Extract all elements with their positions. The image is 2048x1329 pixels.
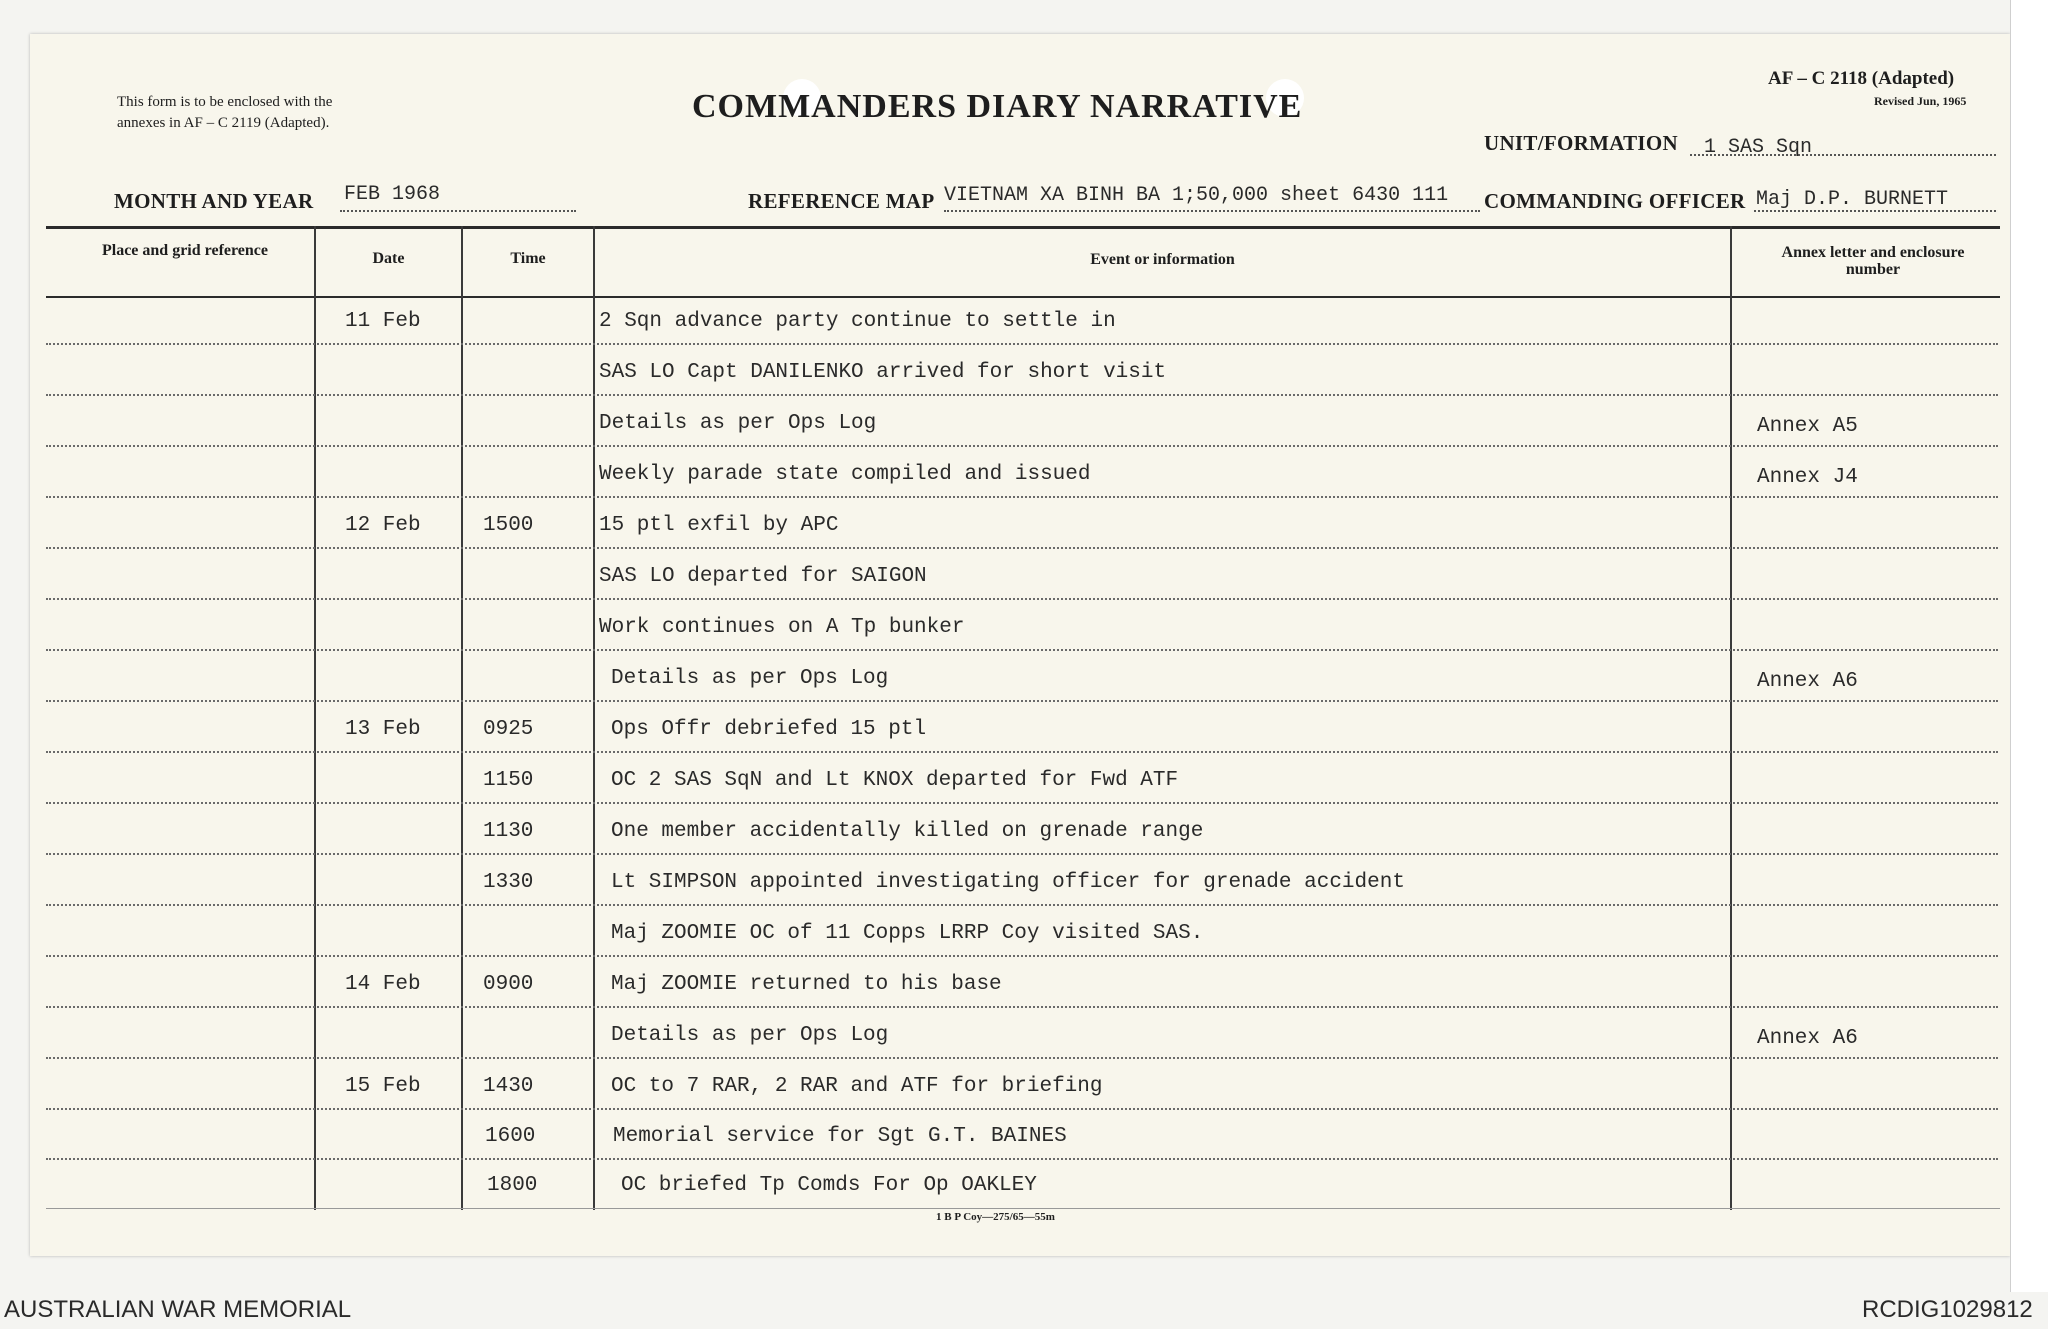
reference-map-fill-line xyxy=(944,210,1480,212)
instruction-line-1: This form is to be enclosed with the xyxy=(117,94,333,110)
event-cell: Details as per Ops Log xyxy=(599,412,877,435)
row-divider xyxy=(46,1108,1998,1110)
unit-label: UNIT/FORMATION xyxy=(1484,131,1678,155)
row-divider xyxy=(46,547,1998,549)
row-divider xyxy=(46,343,1998,345)
event-cell: OC briefed Tp Comds For Op OAKLEY xyxy=(621,1174,1037,1197)
column-header-event: Event or information xyxy=(1090,251,1235,268)
diary-form-sheet xyxy=(30,34,2010,1256)
time-cell: 1600 xyxy=(485,1125,536,1148)
date-cell: 13 Feb xyxy=(345,718,421,741)
row-divider xyxy=(46,445,1998,447)
month-year-label: MONTH AND YEAR xyxy=(114,189,314,213)
time-cell: 1800 xyxy=(487,1174,538,1197)
row-divider xyxy=(46,955,1998,957)
time-cell: 1150 xyxy=(483,769,534,792)
column-divider-time xyxy=(593,226,595,1210)
time-cell: 1130 xyxy=(483,820,534,843)
month-year-value: FEB 1968 xyxy=(344,183,441,206)
time-cell: 0925 xyxy=(483,718,534,741)
event-cell: Ops Offr debriefed 15 ptl xyxy=(611,718,927,741)
event-cell: Maj ZOOMIE OC of 11 Copps LRRP Coy visited SAS. xyxy=(611,922,1204,945)
event-cell: OC 2 SAS SqN and Lt KNOX departed for Fwd ATF xyxy=(611,769,1179,792)
time-cell: 0900 xyxy=(483,973,534,996)
row-divider xyxy=(46,496,1998,498)
instruction-line-2: annexes in AF – C 2119 (Adapted). xyxy=(117,115,330,131)
row-divider xyxy=(46,700,1998,702)
row-divider xyxy=(46,649,1998,651)
table-bottom-edge xyxy=(46,1208,2000,1209)
column-divider-place xyxy=(314,226,316,1210)
row-divider xyxy=(46,394,1998,396)
unit-value: 1 SAS Sqn xyxy=(1704,136,1813,159)
reference-map-value: VIETNAM XA BINH BA 1;50,000 sheet 6430 111 xyxy=(944,184,1449,207)
archive-source-caption: AUSTRALIAN WAR MEMORIAL xyxy=(4,1296,352,1323)
row-divider xyxy=(46,904,1998,906)
event-cell: Details as per Ops Log xyxy=(611,1024,889,1047)
row-divider xyxy=(46,1057,1998,1059)
column-header-time: Time xyxy=(510,250,546,267)
commanding-officer-value: Maj D.P. BURNETT xyxy=(1756,188,1949,211)
table-top-rule xyxy=(46,226,2000,229)
event-cell: Maj ZOOMIE returned to his base xyxy=(611,973,1002,996)
column-header-place: Place and grid reference xyxy=(101,242,269,259)
row-divider xyxy=(46,598,1998,600)
event-cell: SAS LO departed for SAIGON xyxy=(599,565,927,588)
page-title: COMMANDERS DIARY NARRATIVE xyxy=(692,88,1303,125)
date-cell: 12 Feb xyxy=(345,514,421,537)
row-divider xyxy=(46,1006,1998,1008)
annex-cell: Annex A5 xyxy=(1757,415,1858,438)
column-header-date: Date xyxy=(372,250,405,267)
column-divider-event xyxy=(1730,226,1732,1210)
event-cell: OC to 7 RAR, 2 RAR and ATF for briefing xyxy=(611,1075,1103,1098)
event-cell: Memorial service for Sgt G.T. BAINES xyxy=(613,1125,1067,1148)
table-header-rule xyxy=(46,296,2000,298)
date-cell: 15 Feb xyxy=(345,1075,421,1098)
commanding-officer-label: COMMANDING OFFICER xyxy=(1484,189,1746,213)
event-cell: 2 Sqn advance party continue to settle in xyxy=(599,310,1116,333)
reference-map-label: REFERENCE MAP xyxy=(748,189,935,213)
row-divider xyxy=(46,751,1998,753)
annex-cell: Annex J4 xyxy=(1757,466,1858,489)
event-cell: Details as per Ops Log xyxy=(611,667,889,690)
row-divider xyxy=(46,1158,1998,1160)
event-cell: One member accidentally killed on grenade range xyxy=(611,820,1204,843)
time-cell: 1430 xyxy=(483,1075,534,1098)
event-cell: Weekly parade state compiled and issued xyxy=(599,463,1091,486)
time-cell: 1500 xyxy=(483,514,534,537)
event-cell: 15 ptl exfil by APC xyxy=(599,514,839,537)
annex-cell: Annex A6 xyxy=(1757,670,1858,693)
date-cell: 14 Feb xyxy=(345,973,421,996)
event-cell: Lt SIMPSON appointed investigating officer for grenade accident xyxy=(611,871,1405,894)
annex-cell: Annex A6 xyxy=(1757,1027,1858,1050)
date-cell: 11 Feb xyxy=(345,310,421,333)
row-divider xyxy=(46,853,1998,855)
scan-background-edge xyxy=(2010,0,2048,1292)
month-year-fill-line xyxy=(340,210,576,212)
time-cell: 1330 xyxy=(483,871,534,894)
column-header-annex: Annex letter and enclosure number xyxy=(1781,244,1965,278)
printer-mark: 1 B P Coy—275/65—55m xyxy=(936,1211,1055,1223)
archive-image-id: RCDIG1029812 xyxy=(1862,1296,2033,1323)
revised-date: Revised Jun, 1965 xyxy=(1874,94,1967,108)
row-divider xyxy=(46,802,1998,804)
form-number: AF – C 2118 (Adapted) xyxy=(1768,68,1955,89)
event-cell: Work continues on A Tp bunker xyxy=(599,616,965,639)
column-divider-date xyxy=(461,226,463,1210)
event-cell: SAS LO Capt DANILENKO arrived for short visit xyxy=(599,361,1167,384)
